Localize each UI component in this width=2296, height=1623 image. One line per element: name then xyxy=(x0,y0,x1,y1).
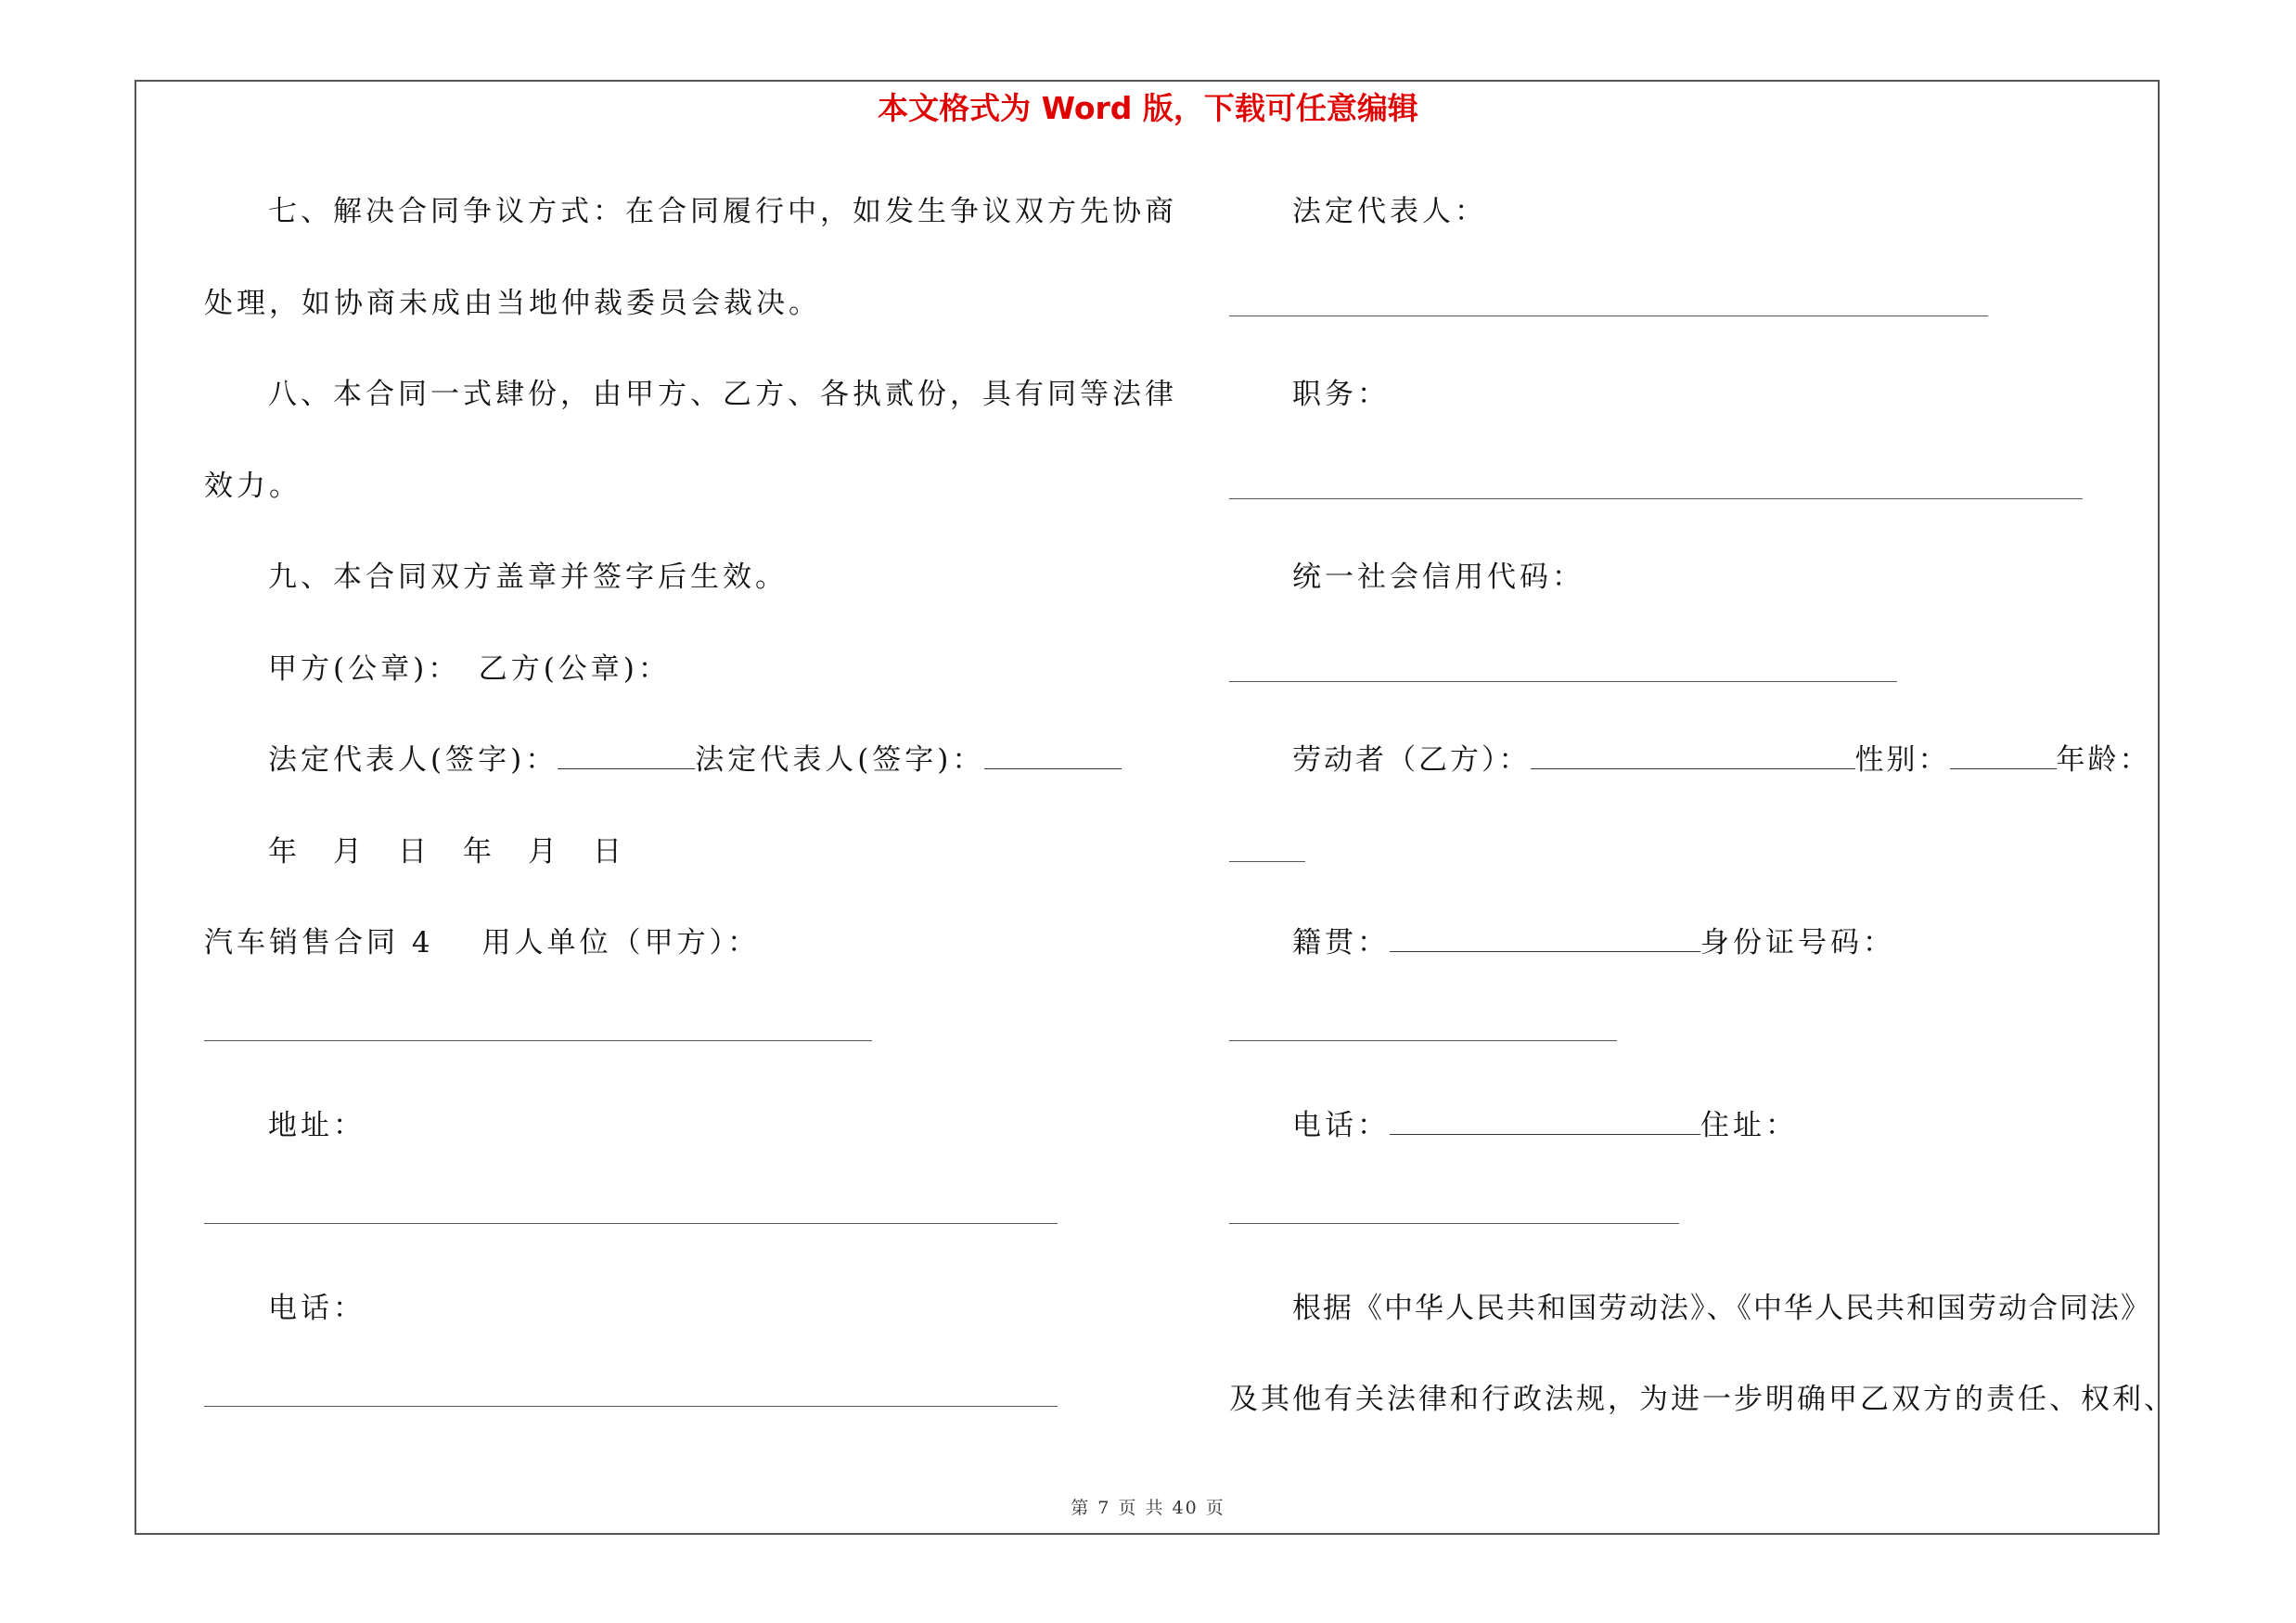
worker-name-blank[interactable] xyxy=(1531,741,1855,769)
residence-blank-rule[interactable] xyxy=(1229,1223,1679,1224)
party-a-rep-blank[interactable] xyxy=(558,741,695,769)
origin-label: 籍贯： xyxy=(1292,926,1390,960)
clause-8-line-2: 效力。 xyxy=(204,470,301,503)
position-label: 职务： xyxy=(1292,378,1390,411)
origin-id-line xyxy=(1292,922,1895,963)
legal-rep-label: 法定代表人： xyxy=(1292,195,1487,228)
worker-info-line xyxy=(1292,740,2151,780)
format-banner: 本文格式为 Word 版，下载可任意编辑 xyxy=(878,90,1418,126)
contract-title-line xyxy=(204,922,760,963)
id-number-blank-rule[interactable] xyxy=(1229,1040,1617,1041)
clause-7-line-2: 处理，如协商未成由当地仲裁委员会裁决。 xyxy=(204,287,821,320)
residence-label: 住址： xyxy=(1700,1109,1798,1142)
position-blank-rule[interactable] xyxy=(1229,498,2083,499)
employer-blank-rule[interactable] xyxy=(204,1040,872,1041)
employer-label: 用人单位（甲方）： xyxy=(481,926,761,960)
address-label: 地址： xyxy=(268,1109,366,1142)
phone-blank-rule[interactable] xyxy=(204,1406,1058,1407)
preamble-line-1: 根据《中华人民共和国劳动法》、《中华人民共和国劳动合同法》 xyxy=(1292,1292,2151,1325)
id-number-label: 身份证号码： xyxy=(1700,926,1895,960)
preamble-line-2: 及其他有关法律和行政法规，为进一步明确甲乙双方的责任、权利、 xyxy=(1229,1383,2175,1416)
worker-phone-label: 电话： xyxy=(1292,1109,1390,1142)
phone-label: 电话： xyxy=(268,1292,366,1325)
date-line: 年 月 日 年 月 日 xyxy=(268,835,625,869)
legal-rep-signature-line xyxy=(268,740,1122,780)
origin-blank[interactable] xyxy=(1390,923,1700,952)
party-b-rep-label: 法定代表人(签字)： xyxy=(695,743,985,777)
clause-9: 九、本合同双方盖章并签字后生效。 xyxy=(268,560,788,594)
party-a-rep-label: 法定代表人(签字)： xyxy=(268,743,558,777)
clause-7-line-1: 七、解决合同争议方式：在合同履行中，如发生争议双方先协商 xyxy=(268,195,1177,228)
clause-8-line-1: 八、本合同一式肆份，由甲方、乙方、各执贰份，具有同等法律 xyxy=(268,378,1177,411)
phone-address-line xyxy=(1292,1105,1798,1146)
age-label: 年龄： xyxy=(2056,743,2151,777)
age-blank-rule[interactable] xyxy=(1229,861,1305,862)
credit-code-label: 统一社会信用代码： xyxy=(1292,560,1584,594)
worker-label: 劳动者（乙方）： xyxy=(1292,743,1531,777)
worker-phone-blank[interactable] xyxy=(1390,1106,1700,1135)
credit-code-blank-rule[interactable] xyxy=(1229,681,1897,682)
gender-blank[interactable] xyxy=(1950,741,2057,769)
party-seals-line: 甲方(公章)： 乙方(公章)： xyxy=(268,652,671,686)
page-number: 第 7 页 共 40 页 xyxy=(1071,1498,1225,1518)
address-blank-rule[interactable] xyxy=(204,1223,1058,1224)
contract-title: 汽车销售合同 4 xyxy=(204,926,434,960)
gender-label: 性别： xyxy=(1854,743,1950,777)
party-b-rep-blank[interactable] xyxy=(984,741,1122,769)
